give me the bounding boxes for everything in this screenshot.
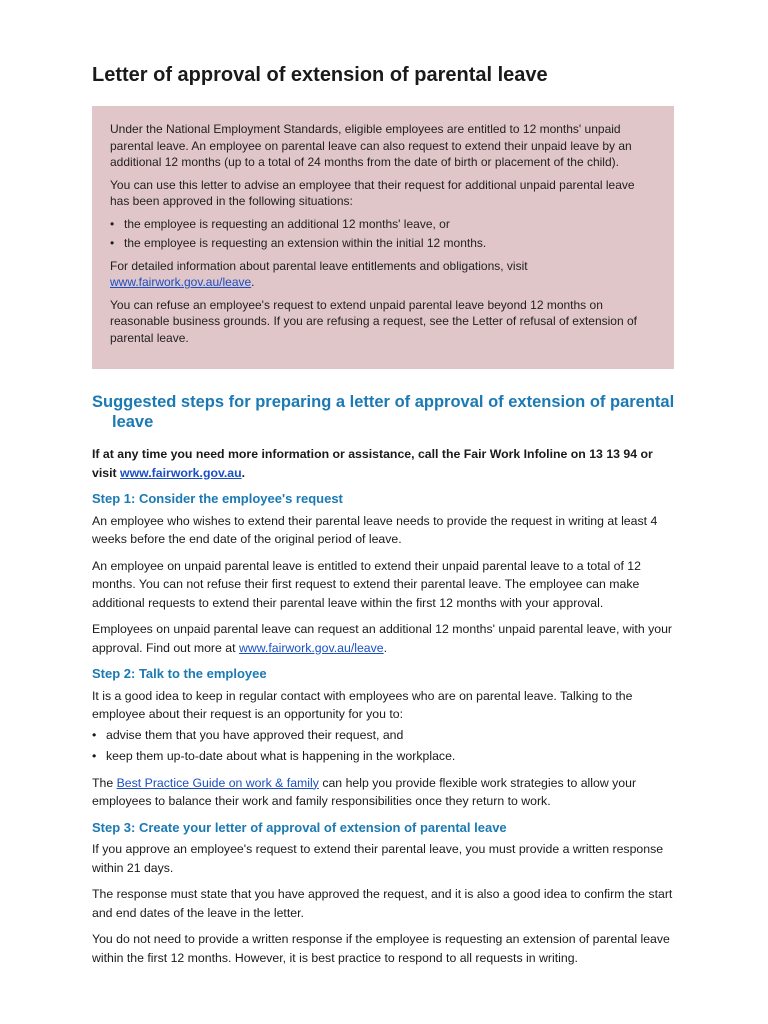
step-1-heading: Step 1: Consider the employee's request — [92, 491, 343, 506]
notice-paragraph: Under the National Employment Standards, eligible employees are entitled to 12 months' unpaid parental leave. An employee on parental leave can also request to extend their unpaid leave by an additional 12 months (up to a total of 24 months from the date of birth or placement of the child). — [110, 122, 632, 169]
notice-box — [92, 106, 674, 369]
step-paragraph — [92, 620, 677, 657]
punctuation: . — [383, 640, 388, 655]
step-3-heading: Step 3: Create your letter of approval of extension of parental leave — [92, 819, 507, 835]
punctuation: . — [241, 465, 246, 480]
step-paragraph: An employee who wishes to extend their parental leave needs to provide the request in writing at least 4 weeks before the end date of the original period of leave. — [92, 513, 658, 546]
punctuation: . — [251, 275, 255, 289]
section-heading: Suggested steps for preparing a letter of approval of extension of parental leave — [92, 393, 675, 431]
fairwork-leave-link[interactable]: www.fairwork.gov.au/leave — [110, 275, 252, 289]
list-item: • the employee is requesting an extension within the initial 12 months. — [110, 235, 656, 252]
step-text: Employees on unpaid parental leave can request an additional 12 months' unpaid parental leave, with your approval. Find out more at — [92, 622, 673, 655]
notice-paragraph: You can refuse an employee's request to extend unpaid parental leave beyond 12 months on reasonable business grounds. If you are refusing a request, see the Letter of refusal of extension of parental leave. — [110, 297, 637, 345]
notice-bullet-list — [110, 216, 656, 252]
infoline-note — [92, 445, 677, 482]
fairwork-home-link[interactable]: www.fairwork.gov.au — [120, 465, 242, 480]
step-paragraph: The response must state that you have approved the request, and it is also a good idea to confirm the start and end dates of the leave in the letter. — [92, 887, 673, 920]
list-item: • the employee is requesting an additional 12 months' leave, or — [110, 216, 656, 233]
step-text: The — [92, 775, 117, 790]
step-2 — [92, 665, 677, 811]
step-text: can help you provide flexible work strategies to allow your employees to balance their work and family responsibilities once they return to work. — [92, 775, 637, 808]
step-paragraph: You do not need to provide a written response if the employee is requesting an extension of parental leave within the first 12 months. However, it is best practice to respond to all requests in writing. — [92, 932, 670, 965]
step-paragraph — [92, 774, 677, 811]
list-item: • advise them that you have approved their request, and — [92, 726, 677, 745]
notice-paragraph — [110, 258, 656, 291]
step-paragraph: An employee on unpaid parental leave is entitled to extend their unpaid parental leave to a total of 12 months. You can not refuse their first request to extend their parental leave. The employee can make additional requests to extend their parental leave within the first 12 months with your approval. — [92, 558, 641, 610]
list-item: • keep them up-to-date about what is happening in the workplace. — [92, 747, 677, 766]
page-title: Letter of approval of extension of parental leave — [92, 64, 548, 86]
step-2-heading: Step 2: Talk to the employee — [92, 666, 267, 681]
notice-paragraph: You can use this letter to advise an employee that their request for additional unpaid parental leave has been approved in the following situations: — [110, 177, 635, 208]
best-practice-guide-link[interactable]: Best Practice Guide on work & family — [116, 775, 319, 790]
step-bullet-list — [92, 726, 677, 766]
step-paragraph: If you approve an employee's request to extend their parental leave, you must provide a written response within 21 days. — [92, 842, 664, 875]
infoline-text: If at any time you need more information or assistance, call the Fair Work Infoline on 13 13 94 or visit — [92, 447, 653, 480]
step-3 — [92, 819, 677, 968]
notice-text: For detailed information about parental leave entitlements and obligations, visit — [110, 258, 528, 273]
step-1 — [92, 490, 677, 657]
fairwork-leave-link[interactable]: www.fairwork.gov.au/leave — [238, 640, 384, 655]
step-paragraph: It is a good idea to keep in regular contact with employees who are on parental leave. Talking to the employee about their request is an opportunity for you to: — [92, 688, 633, 721]
main-content — [92, 392, 677, 975]
